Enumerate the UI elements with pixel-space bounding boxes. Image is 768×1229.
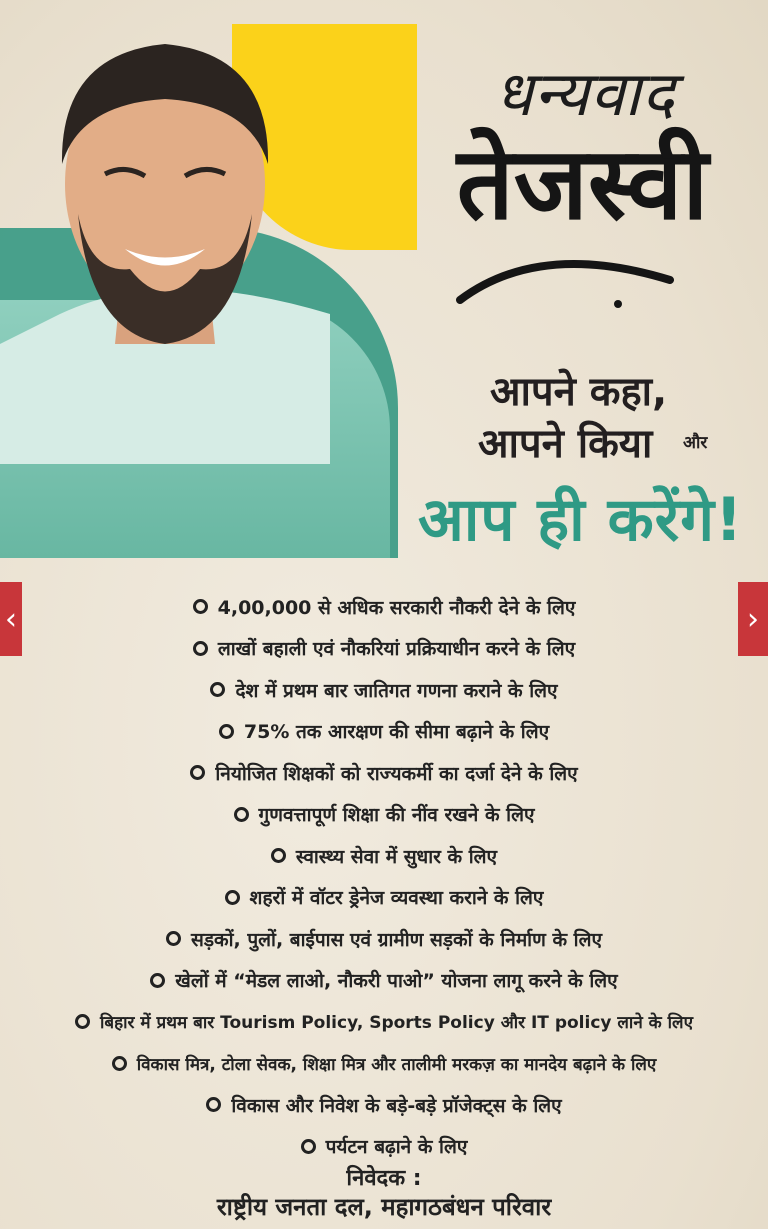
next-button[interactable] bbox=[738, 582, 768, 656]
bullet-icon bbox=[225, 890, 240, 905]
prev-button[interactable] bbox=[0, 582, 22, 656]
slogan-and: और bbox=[683, 433, 708, 453]
bullet-icon bbox=[210, 682, 225, 697]
list-item: गुणवत्तापूर्ण शिक्षा की नींव रखने के लिए bbox=[30, 794, 738, 836]
bullet-icon bbox=[219, 724, 234, 739]
bullet-icon bbox=[166, 931, 181, 946]
slogan-line-3: आप ही करेंगे! bbox=[418, 485, 744, 555]
list-item: विकास मित्र, टोला सेवक, शिक्षा मित्र और तालीमी मरकज़ का मानदेय बढ़ाने के लिए bbox=[30, 1043, 738, 1085]
person-portrait bbox=[0, 14, 330, 464]
bullet-icon bbox=[112, 1056, 127, 1071]
footer-org: राष्ट्रीय जनता दल, महागठबंधन परिवार bbox=[216, 1193, 552, 1221]
swoosh-decor bbox=[450, 250, 680, 310]
achievements-list bbox=[30, 586, 738, 1167]
bullet-icon bbox=[193, 641, 208, 656]
bullet-icon bbox=[190, 765, 205, 780]
bullet-icon bbox=[193, 599, 208, 614]
bullet-icon bbox=[75, 1014, 90, 1029]
list-item: पर्यटन बढ़ाने के लिए bbox=[30, 1126, 738, 1168]
bullet-icon bbox=[301, 1139, 316, 1154]
list-item: स्वास्थ्य सेवा में सुधार के लिए bbox=[30, 835, 738, 877]
list-item: विकास और निवेश के बड़े-बड़े प्रॉजेक्ट्स के लिए bbox=[30, 1084, 738, 1126]
bullet-icon bbox=[271, 848, 286, 863]
list-item: लाखों बहाली एवं नौकरियां प्रक्रियाधीन करने के लिए bbox=[30, 628, 738, 670]
slogan-line-2: आपने किया bbox=[478, 421, 653, 467]
list-item: 75% तक आरक्षण की सीमा बढ़ाने के लिए bbox=[30, 711, 738, 753]
bullet-icon bbox=[206, 1097, 221, 1112]
bullet-icon bbox=[150, 973, 165, 988]
list-item: सड़कों, पुलों, बाईपास एवं ग्रामीण सड़कों के निर्माण के लिए bbox=[30, 918, 738, 960]
footer-label: निवेदक : bbox=[346, 1166, 422, 1191]
bullet-icon bbox=[234, 807, 249, 822]
list-item: देश में प्रथम बार जातिगत गणना कराने के लिए bbox=[30, 669, 738, 711]
list-item: शहरों में वॉटर ड्रेनेज व्यवस्था कराने के लिए bbox=[30, 877, 738, 919]
chevron-right-icon: › bbox=[747, 601, 759, 637]
title-thanks: धन्यवाद bbox=[494, 57, 676, 130]
list-item: 4,00,000 से अधिक सरकारी नौकरी देने के लिए bbox=[30, 586, 738, 628]
list-item: नियोजित शिक्षकों को राज्यकर्मी का दर्जा देने के लिए bbox=[30, 752, 738, 794]
list-item: खेलों में “मेडल लाओ, नौकरी पाओ” योजना लागू करने के लिए bbox=[30, 960, 738, 1002]
list-item: बिहार में प्रथम बार Tourism Policy, Sports Policy और IT policy लाने के लिए bbox=[30, 1001, 738, 1043]
slogan-line-1: आपने कहा, bbox=[490, 369, 668, 415]
chevron-left-icon: ‹ bbox=[5, 601, 17, 637]
title-name: तेजस्वी bbox=[456, 124, 709, 242]
